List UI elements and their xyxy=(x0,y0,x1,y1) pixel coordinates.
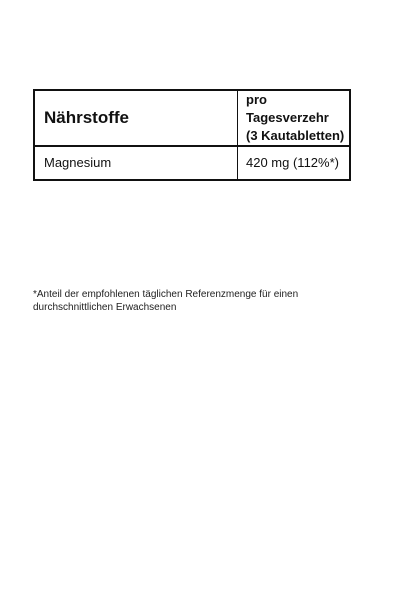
header-nutrients-label: Nährstoffe xyxy=(44,108,130,127)
amount-cell xyxy=(238,146,351,180)
nutrient-amount: 420 mg (112%*) xyxy=(246,155,339,170)
header-cell-per-day xyxy=(238,90,351,146)
nutrition-table xyxy=(33,89,351,181)
table-header-row xyxy=(34,90,350,146)
footnote: *Anteil der empfohlenen täglichen Referenzmenge für einen durchschnittlichen Erwachsenen xyxy=(33,289,299,313)
table-row xyxy=(34,146,350,180)
nutrient-cell xyxy=(34,146,238,180)
header-per-day-label: pro Tagesverzehr xyxy=(246,92,329,125)
nutrient-name: Magnesium xyxy=(44,155,112,170)
header-cell-nutrients xyxy=(34,90,238,146)
header-per-day-sublabel: (3 Kautabletten) xyxy=(246,128,345,143)
